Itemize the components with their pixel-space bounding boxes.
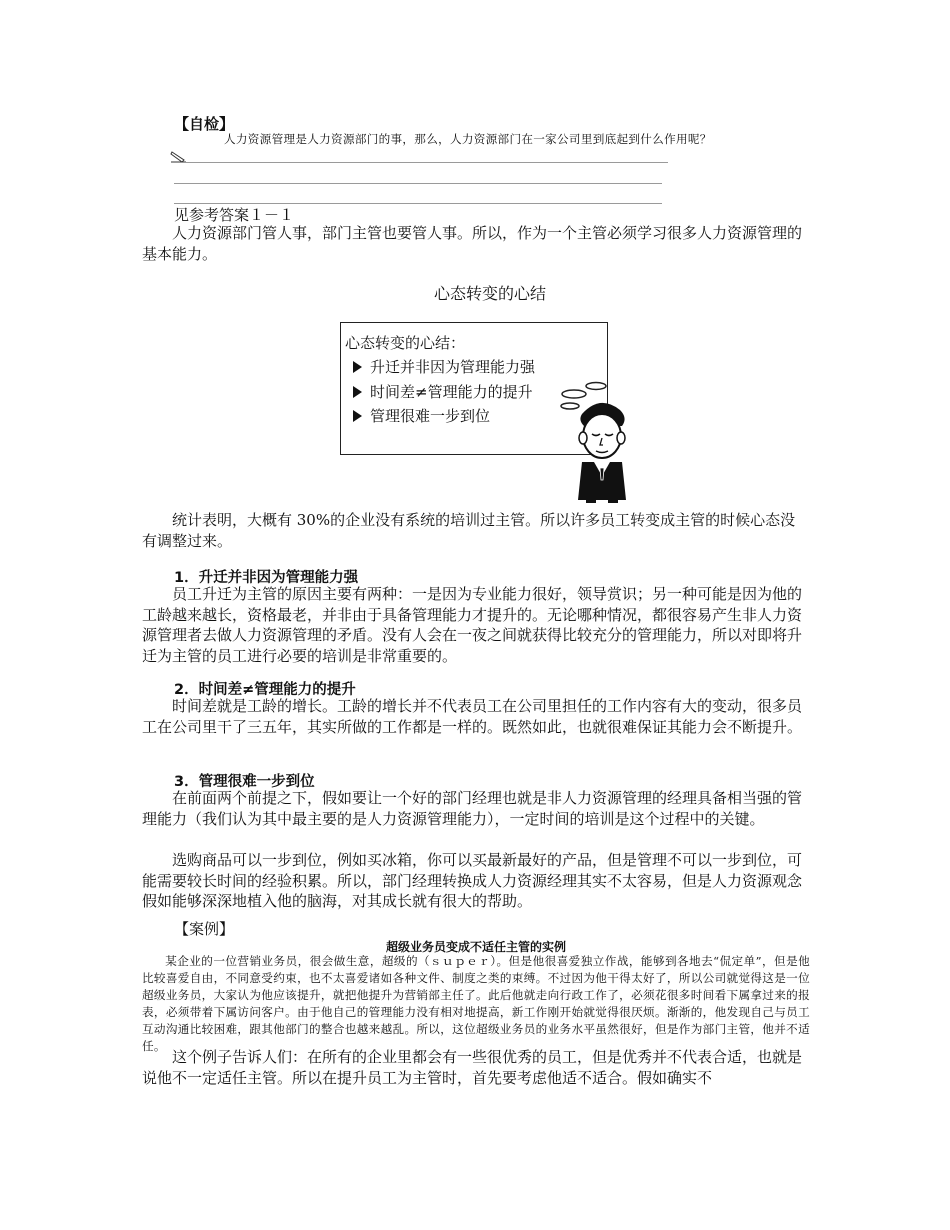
self-check-heading: 【自检】	[174, 115, 235, 133]
figure-title: 心态转变的心结	[433, 284, 546, 303]
case-body: 某企业的一位营销业务员，很会做生意，超级的（ｓｕｐｅｒ）。但是他很喜爱独立作战，能够到各地去“侃定单”，但是他比较喜爱自由，不同意受约束，也不太喜爱诸如各种文件、制度之类的束缚。不过因为他干得太好了，所以公司就觉得这是一位超级业务员，大家认为他应该提升，就把他提升为营销部主任了。此后他就走向行政工作了，必须花很多时间看下属拿过来的报表，必须带着下属访问客户。由于他自己的管理能力没有相对地提高，新工作刚开始就觉得很厌烦。渐渐的，他发现自己与员工互动沟通比较困难，跟其他部门的整合也越来越乱。所以，这位超级业务员的业务水平虽然很好，但是作为部门主管，他并不适任。	[142, 954, 810, 1053]
section-paragraph: 时间差就是工龄的增长。工龄的增长并不代表员工在公司里担任的工作内容有大的变动，很多员工在公司里干了三五年，其实所做的工作都是一样的。既然如此，也就很难保证其能力会不断提升。	[142, 697, 803, 736]
section-paragraph: 选购商品可以一步到位，例如买冰箱，你可以买最新最好的产品，但是管理不可以一步到位，可能需要较长时间的经验积累。所以，部门经理转换成人力资源经理其实不太容易，但是人力资源观念假如能够深深地植入他的脑海，对其成长就有很大的帮助。	[142, 851, 803, 910]
answer-line-1[interactable]	[186, 162, 668, 163]
section-heading: 3．管理很难一步到位	[174, 774, 315, 790]
figure-item: 管理很难一步到位	[353, 404, 490, 429]
figure-item: 时间差≠管理能力的提升	[353, 380, 533, 405]
figure-box-title: 心态转变的心结：	[345, 334, 466, 352]
section-heading: 1．升迁并非因为管理能力强	[174, 570, 359, 586]
case-title: 超级业务员变成不适任主管的实例	[385, 940, 566, 954]
closing-paragraph: 这个例子告诉人们：在所有的企业里都会有一些很优秀的员工，但是优秀并不代表合适，也就是说他不一定适任主管。所以在提升员工为主管时，首先要考虑他适不适合。假如确实不	[142, 1048, 803, 1087]
section-paragraph: 员工升迁为主管的原因主要有两种：一是因为专业能力很好，领导赏识；另一种可能是因为他的工龄越来越长，资格最老，并非由于具备管理能力才提升的。无论哪种情况，都很容易产生非人力资源管理者去做人力资源管理的矛盾。没有人会在一夜之间就获得比较充分的管理能力，所以对即将升迁为主管的员工进行必要的培训是非常重要的。	[142, 585, 803, 665]
answer-line-2[interactable]	[174, 183, 662, 184]
self-check-question: 人力资源管理是人力资源部门的事，那么，人力资源部门在一家公司里到底起到什么作用呢？	[224, 132, 712, 146]
answer-reference: 见参考答案１－１	[174, 206, 295, 224]
section-heading: 2．时间差≠管理能力的提升	[174, 682, 356, 698]
thinking-man-illustration	[556, 380, 646, 505]
figure-item: 升迁并非因为管理能力强	[353, 355, 535, 380]
intro-paragraph: 人力资源部门管人事，部门主管也要管人事。所以，作为一个主管必须学习很多人力资源管理的基本能力。	[142, 224, 803, 263]
case-heading: 【案例】	[174, 920, 235, 938]
arrow-bullet-icon	[353, 361, 362, 373]
section-paragraph: 在前面两个前提之下，假如要让一个好的部门经理也就是非人力资源管理的经理具备相当强的管理能力（我们认为其中最主要的是人力资源管理能力），一定时间的培训是这个过程中的关键。	[142, 789, 803, 828]
stats-paragraph: 统计表明，大概有 30%的企业没有系统的培训过主管。所以许多员工转变成主管的时候心态没有调整过来。	[142, 511, 796, 550]
arrow-bullet-icon	[353, 386, 362, 398]
arrow-bullet-icon	[353, 410, 362, 422]
